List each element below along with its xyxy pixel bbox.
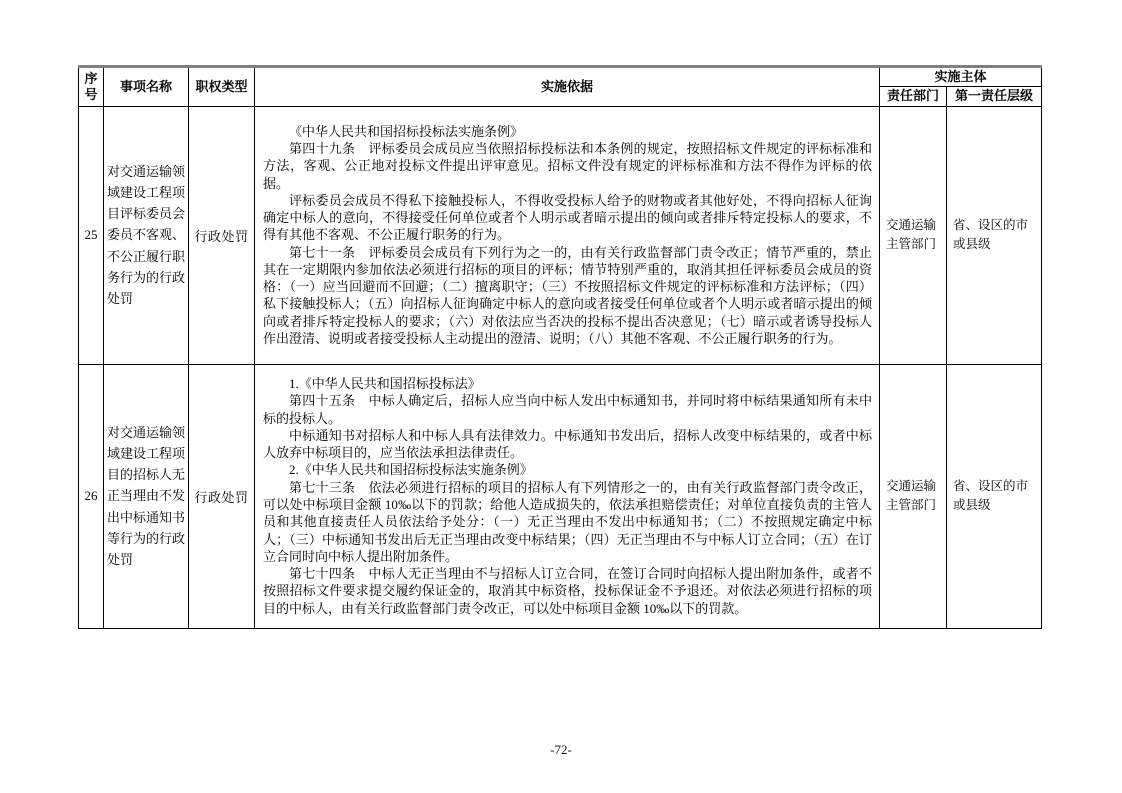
first-responsibility-level-text: 省、设区的市或县级 [953, 217, 1029, 251]
item-name-text: 对交通运输领域建设工程项目的招标人无正当理由不发出中标通知书等行为的行政处罚 [107, 425, 186, 567]
table-row-25 [79, 106, 1042, 364]
first-responsibility-level-text: 省、设区的市或县级 [953, 478, 1029, 512]
authority-type: 行政处罚 [189, 364, 255, 628]
item-name-text: 对交通运输领域建设工程项目评标委员会委员不客观、不公正履行职务行为的行政处罚 [107, 164, 186, 306]
implementation-basis [255, 364, 880, 628]
authority-type: 行政处罚 [189, 106, 255, 364]
basis-paragraph: 1.《中华人民共和国招标投标法》 [289, 376, 481, 392]
item-name [104, 106, 189, 364]
header-first-responsibility-level: 第一责任层级 [947, 87, 1042, 106]
basis-paragraph: 第七十四条 中标人无正当理由不与招标人订立合同，在签订合同时向招标人提出附加条件，或者不按照招标文件要求提交履约保证金的，取消其中标资格，投标保证金不予退还。对依法必须进行招标的项目的中标人，由有关行政监督部门责令改正，可以处中标项目金额 10‰以下的罚款。 [263, 566, 872, 616]
header-implementation-subject: 实施主体 [880, 67, 1042, 87]
first-responsibility-level [947, 106, 1042, 364]
header-responsible-department: 责任部门 [880, 87, 947, 106]
authority-matters-table [78, 65, 1042, 629]
responsible-department [880, 106, 947, 364]
first-responsibility-level [947, 364, 1042, 628]
serial-number: 25 [79, 106, 104, 364]
basis-paragraph: 第七十一条 评标委员会成员有下列行为之一的，由有关行政监督部门责令改正；情节严重的，禁止其在一定期限内参加依法必须进行招标的项目的评标；情节特别严重的，取消其担任评标委员会成员的资格：（一）应当回避而不回避；（二）擅离职守；（三）不按照招标文件规定的评标标准和方法评标；（四）私下接触投标人；（五）向招标人征询确定中标人的意向或者接受任何单位或者个人明示或者暗示提出的倾向或者排斥特定投标人的要求；（六）对依法应当否决的投标不提出否决意见；（七）暗示或者诱导投标人作出澄清、说明或者接受投标人主动提出的澄清、说明；（八）其他不客观、不公正履行职务的行为。 [263, 244, 872, 347]
basis-paragraph: 《中华人民共和国招标投标法实施条例》 [289, 123, 524, 139]
basis-paragraph: 第四十五条 中标人确定后，招标人应当向中标人发出中标通知书，并同时将中标结果通知所有未中标的投标人。 [263, 393, 872, 426]
responsible-department [880, 364, 947, 628]
basis-paragraph: 第七十三条 依法必须进行招标的项目的招标人有下列情形之一的，由有关行政监督部门责令改正，可以处中标项目金额 10‰以下的罚款；给他人造成损失的，依法承担赔偿责任；对单位直接负责的主管人员和其他直接责任人员依法给予处分：（一）无正当理由不发出中标通知书；（二）不按照规定确定中标人；（三）中标通知书发出后无正当理由改变中标结果；（四）无正当理由不与中标人订立合同；（五）在订立合同时向中标人提出附加条件。 [263, 479, 872, 564]
responsible-department-text: 交通运输主管部门 [886, 217, 937, 251]
basis-paragraph: 第四十九条 评标委员会成员应当依照招标投标法和本条例的规定，按照招标文件规定的评标标准和方法，客观、公正地对投标文件提出评审意见。招标文件没有规定的评标标准和方法不得作为评标的依据。 [263, 140, 872, 191]
basis-paragraph: 评标委员会成员不得私下接触投标人，不得收受投标人给予的财物或者其他好处，不得向招标人征询确定中标人的意向，不得接受任何单位或者个人明示或者暗示提出的倾向或者排斥特定投标人的要求，不得有其他不客观、不公正履行职务的行为。 [263, 192, 872, 243]
table-row-26 [79, 364, 1042, 628]
page-number: -72- [550, 742, 572, 757]
basis-paragraph: 中标通知书对招标人和中标人具有法律效力。中标通知书发出后，招标人改变中标结果的，或者中标人放弃中标项目的，应当依法承担法律责任。 [263, 427, 872, 461]
header-serial-number: 序号 [79, 67, 104, 107]
serial-number: 26 [79, 364, 104, 628]
implementation-basis [255, 106, 880, 364]
header-implementation-basis: 实施依据 [255, 67, 880, 107]
item-name [104, 364, 189, 628]
basis-paragraph: 2.《中华人民共和国招标投标法实施条例》 [289, 462, 533, 478]
table-header [79, 67, 1042, 107]
header-authority-type: 职权类型 [189, 67, 255, 107]
header-item-name: 事项名称 [104, 67, 189, 107]
responsible-department-text: 交通运输主管部门 [886, 478, 937, 512]
